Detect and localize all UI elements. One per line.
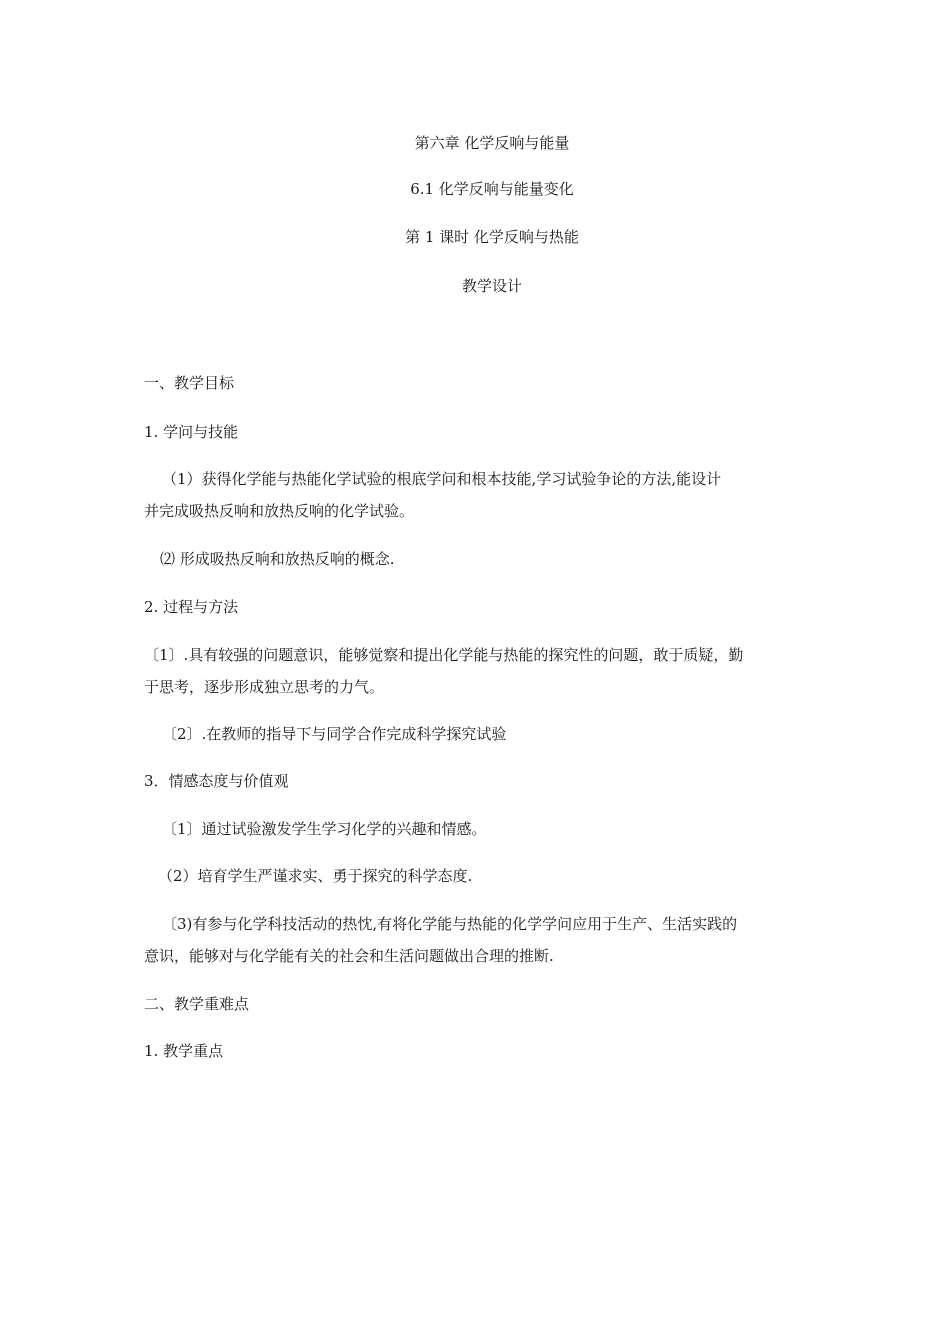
heading-teaching-goals: 一、教学目标	[144, 374, 235, 392]
paragraph-line: 并完成吸热反响和放热反响的化学试验。	[144, 502, 415, 520]
paragraph-line: 〔3)有参与化学科技活动的热忱,有将化学能与热能的化学学问应用于生产、生活实践的	[162, 915, 738, 933]
paragraph-line: 〔2〕.在教师的指导下与同学合作完成科学探究试验	[162, 725, 507, 743]
paragraph-line: ⑵ 形成吸热反响和放热反响的概念.	[160, 550, 395, 568]
document-type-title: 教学设计	[461, 277, 522, 295]
subheading-teaching-focus: 1. 教学重点	[144, 1042, 224, 1060]
paragraph-line: （1）获得化学能与热能化学试验的根底学问和根本技能,学习试验争论的方法,能设计	[162, 470, 722, 488]
paragraph-line: 〔1〕.具有较强的问题意识，能够觉察和提出化学能与热能的探究性的问题，敢于质疑，勤	[144, 646, 744, 664]
paragraph-line: （2）培育学生严谨求实、勇于探究的科学态度.	[158, 867, 473, 885]
subheading-knowledge-skills: 1. 学问与技能	[144, 423, 239, 441]
subheading-process-method: 2. 过程与方法	[144, 598, 239, 616]
paragraph-line: 〔1〕通过试验激发学生学习化学的兴趣和情感。	[162, 820, 487, 838]
paragraph-line: 于思考，逐步形成独立思考的力气。	[144, 678, 385, 696]
section-title: 6.1 化学反响与能量变化	[410, 180, 574, 198]
subheading-attitude-values: 3．情感态度与价值观	[144, 772, 289, 790]
lesson-title: 第 1 课时 化学反响与热能	[405, 228, 579, 246]
paragraph-line: 意识，能够对与化学能有关的社会和生活问题做出合理的推断.	[144, 947, 554, 965]
heading-key-difficult-points: 二、教学重难点	[144, 995, 250, 1013]
chapter-title: 第六章 化学反响与能量	[414, 134, 570, 152]
